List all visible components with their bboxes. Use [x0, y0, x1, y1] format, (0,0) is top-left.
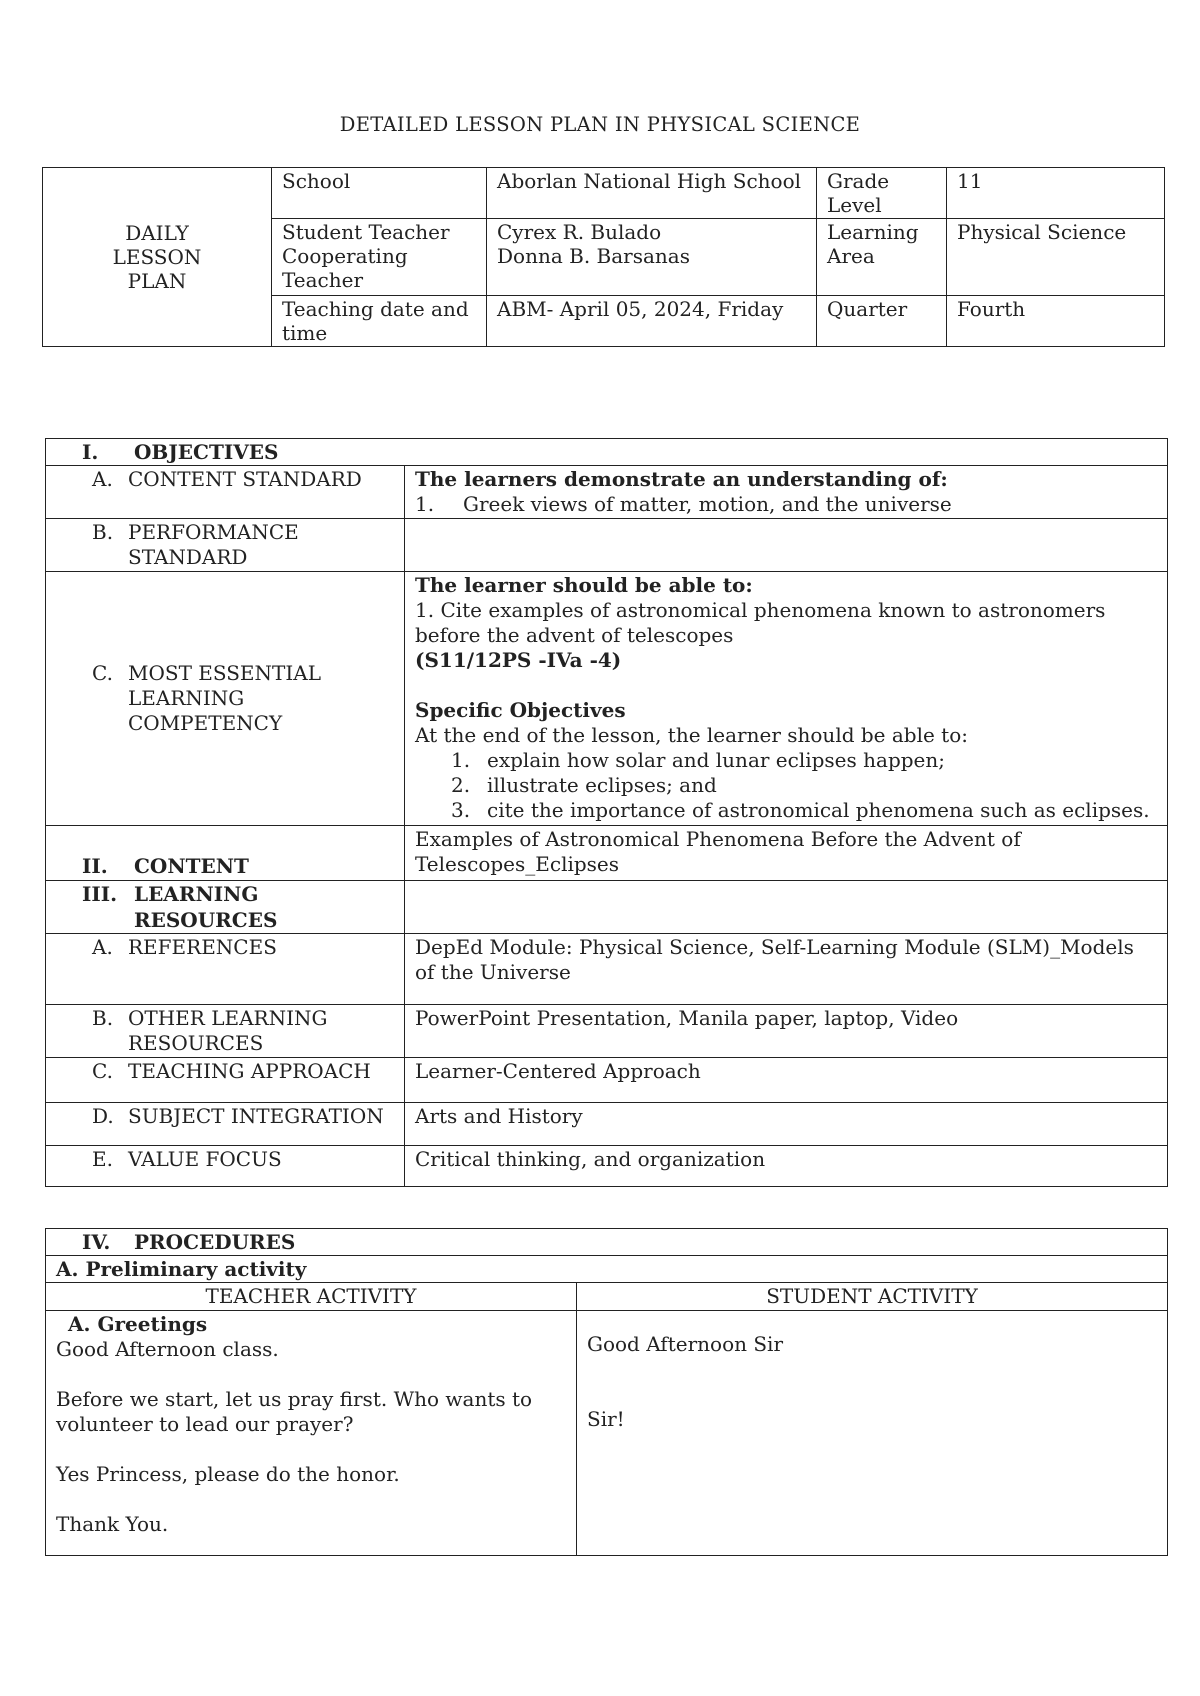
daily-lesson-plan-label	[43, 168, 272, 347]
grade-label: Grade Level	[817, 168, 947, 219]
teacher-activity-header: TEACHER ACTIVITY	[46, 1283, 577, 1311]
dlp-line: PLAN	[127, 269, 187, 293]
list-item: 1. explain how solar and lunar eclipses happen;	[451, 748, 945, 772]
teacher-line: Yes Princess, please do the honor.	[56, 1462, 400, 1486]
specific-objectives-list	[415, 748, 1157, 823]
student-teacher-name: Cyrex R. Bulado	[497, 220, 662, 244]
teacher-line: Before we start, let us pray first. Who wants to volunteer to lead our prayer?	[56, 1387, 533, 1436]
student-line: Sir!	[587, 1407, 625, 1431]
content-standard-label: A. CONTENT STANDARD	[46, 466, 405, 519]
preliminary-activity-header: A. Preliminary activity	[46, 1256, 1168, 1283]
melc-label: C. MOST ESSENTIAL LEARNING COMPETENCY	[46, 572, 405, 826]
value-focus-label: E. VALUE FOCUS	[46, 1146, 405, 1187]
student-line: Good Afternoon Sir	[587, 1332, 784, 1356]
subject-integration-value: Arts and History	[405, 1103, 1168, 1146]
other-resources-value: PowerPoint Presentation, Manila paper, laptop, Video	[405, 1005, 1168, 1058]
content-section-header: II. CONTENT	[46, 826, 405, 881]
teacher-line: Good Afternoon class.	[56, 1337, 279, 1361]
list-item: 3. cite the importance of astronomical phenomena such as eclipses.	[451, 798, 1150, 822]
dlp-line: LESSON	[112, 245, 202, 269]
student-activity-header: STUDENT ACTIVITY	[577, 1283, 1168, 1311]
subject-integration-label: D. SUBJECT INTEGRATION	[46, 1103, 405, 1146]
cooperating-teacher-name: Donna B. Barsanas	[497, 244, 690, 268]
objectives-section-header: I. OBJECTIVES	[46, 439, 1168, 466]
page-title: DETAILED LESSON PLAN IN PHYSICAL SCIENCE	[339, 113, 861, 136]
teaching-approach-value: Learner-Centered Approach	[405, 1058, 1168, 1103]
competency-code: (S11/12PS -IVa -4)	[415, 648, 622, 672]
performance-standard-label: B. PERFORMANCE STANDARD	[46, 519, 405, 572]
grade-value: 11	[947, 168, 1165, 219]
school-value: Aborlan National High School	[487, 168, 817, 219]
lesson-header-table	[42, 167, 1165, 347]
competency-text: 1. Cite examples of astronomical phenomena known to astronomers before the advent of telescopes	[415, 598, 1106, 647]
date-value: ABM- April 05, 2024, Friday	[487, 296, 817, 347]
quarter-label: Quarter	[817, 296, 947, 347]
teacher-values	[487, 219, 817, 296]
value-focus-value: Critical thinking, and organization	[405, 1146, 1168, 1187]
list-item: 1. Greek views of matter, motion, and the universe	[415, 492, 952, 516]
procedures-section-header: IV. PROCEDURES	[46, 1229, 1168, 1256]
area-label: Learning Area	[817, 219, 947, 296]
objectives-table	[45, 438, 1168, 1187]
content-value: Examples of Astronomical Phenomena Before the Advent of Telescopes_Eclipses	[405, 826, 1168, 881]
quarter-value: Fourth	[947, 296, 1165, 347]
area-value: Physical Science	[947, 219, 1165, 296]
resources-section-value	[405, 881, 1168, 934]
student-activity-cell	[577, 1311, 1168, 1556]
content-standard-value: The learners demonstrate an understanding of: 1. Greek views of matter, motion, and the universe	[405, 466, 1168, 519]
teacher-label: Student Teacher Cooperating Teacher	[272, 219, 487, 296]
references-label: A. REFERENCES	[46, 934, 405, 1005]
teacher-activity-cell	[46, 1311, 577, 1556]
other-resources-label: B. OTHER LEARNING RESOURCES	[46, 1005, 405, 1058]
dlp-line: DAILY	[125, 221, 189, 245]
resources-section-header: III. LEARNING RESOURCES	[46, 881, 405, 934]
specific-objectives-heading: Specific Objectives	[415, 698, 626, 722]
greetings-label: A. Greetings	[68, 1312, 208, 1336]
melc-value: The learner should be able to: 1. Cite examples of astronomical phenomena known to astronomers before the advent of telescopes (S11/12PS -IVa -4) Specific Objectives At the end of the lesson, the learner should be able to: 1. explain how solar and lunar eclipses happen; 2. illustrate eclipses; and 3. cite the importance of astronomical phenomena such as eclipses.	[405, 572, 1168, 826]
date-label: Teaching date and time	[272, 296, 487, 347]
school-label: School	[272, 168, 487, 219]
references-value: DepEd Module: Physical Science, Self-Learning Module (SLM)_Models of the Universe	[405, 934, 1168, 1005]
teaching-approach-label: C. TEACHING APPROACH	[46, 1058, 405, 1103]
teacher-line: Thank You.	[56, 1512, 169, 1536]
procedures-table	[45, 1228, 1168, 1556]
performance-standard-value	[405, 519, 1168, 572]
list-item: 2. illustrate eclipses; and	[451, 773, 717, 797]
